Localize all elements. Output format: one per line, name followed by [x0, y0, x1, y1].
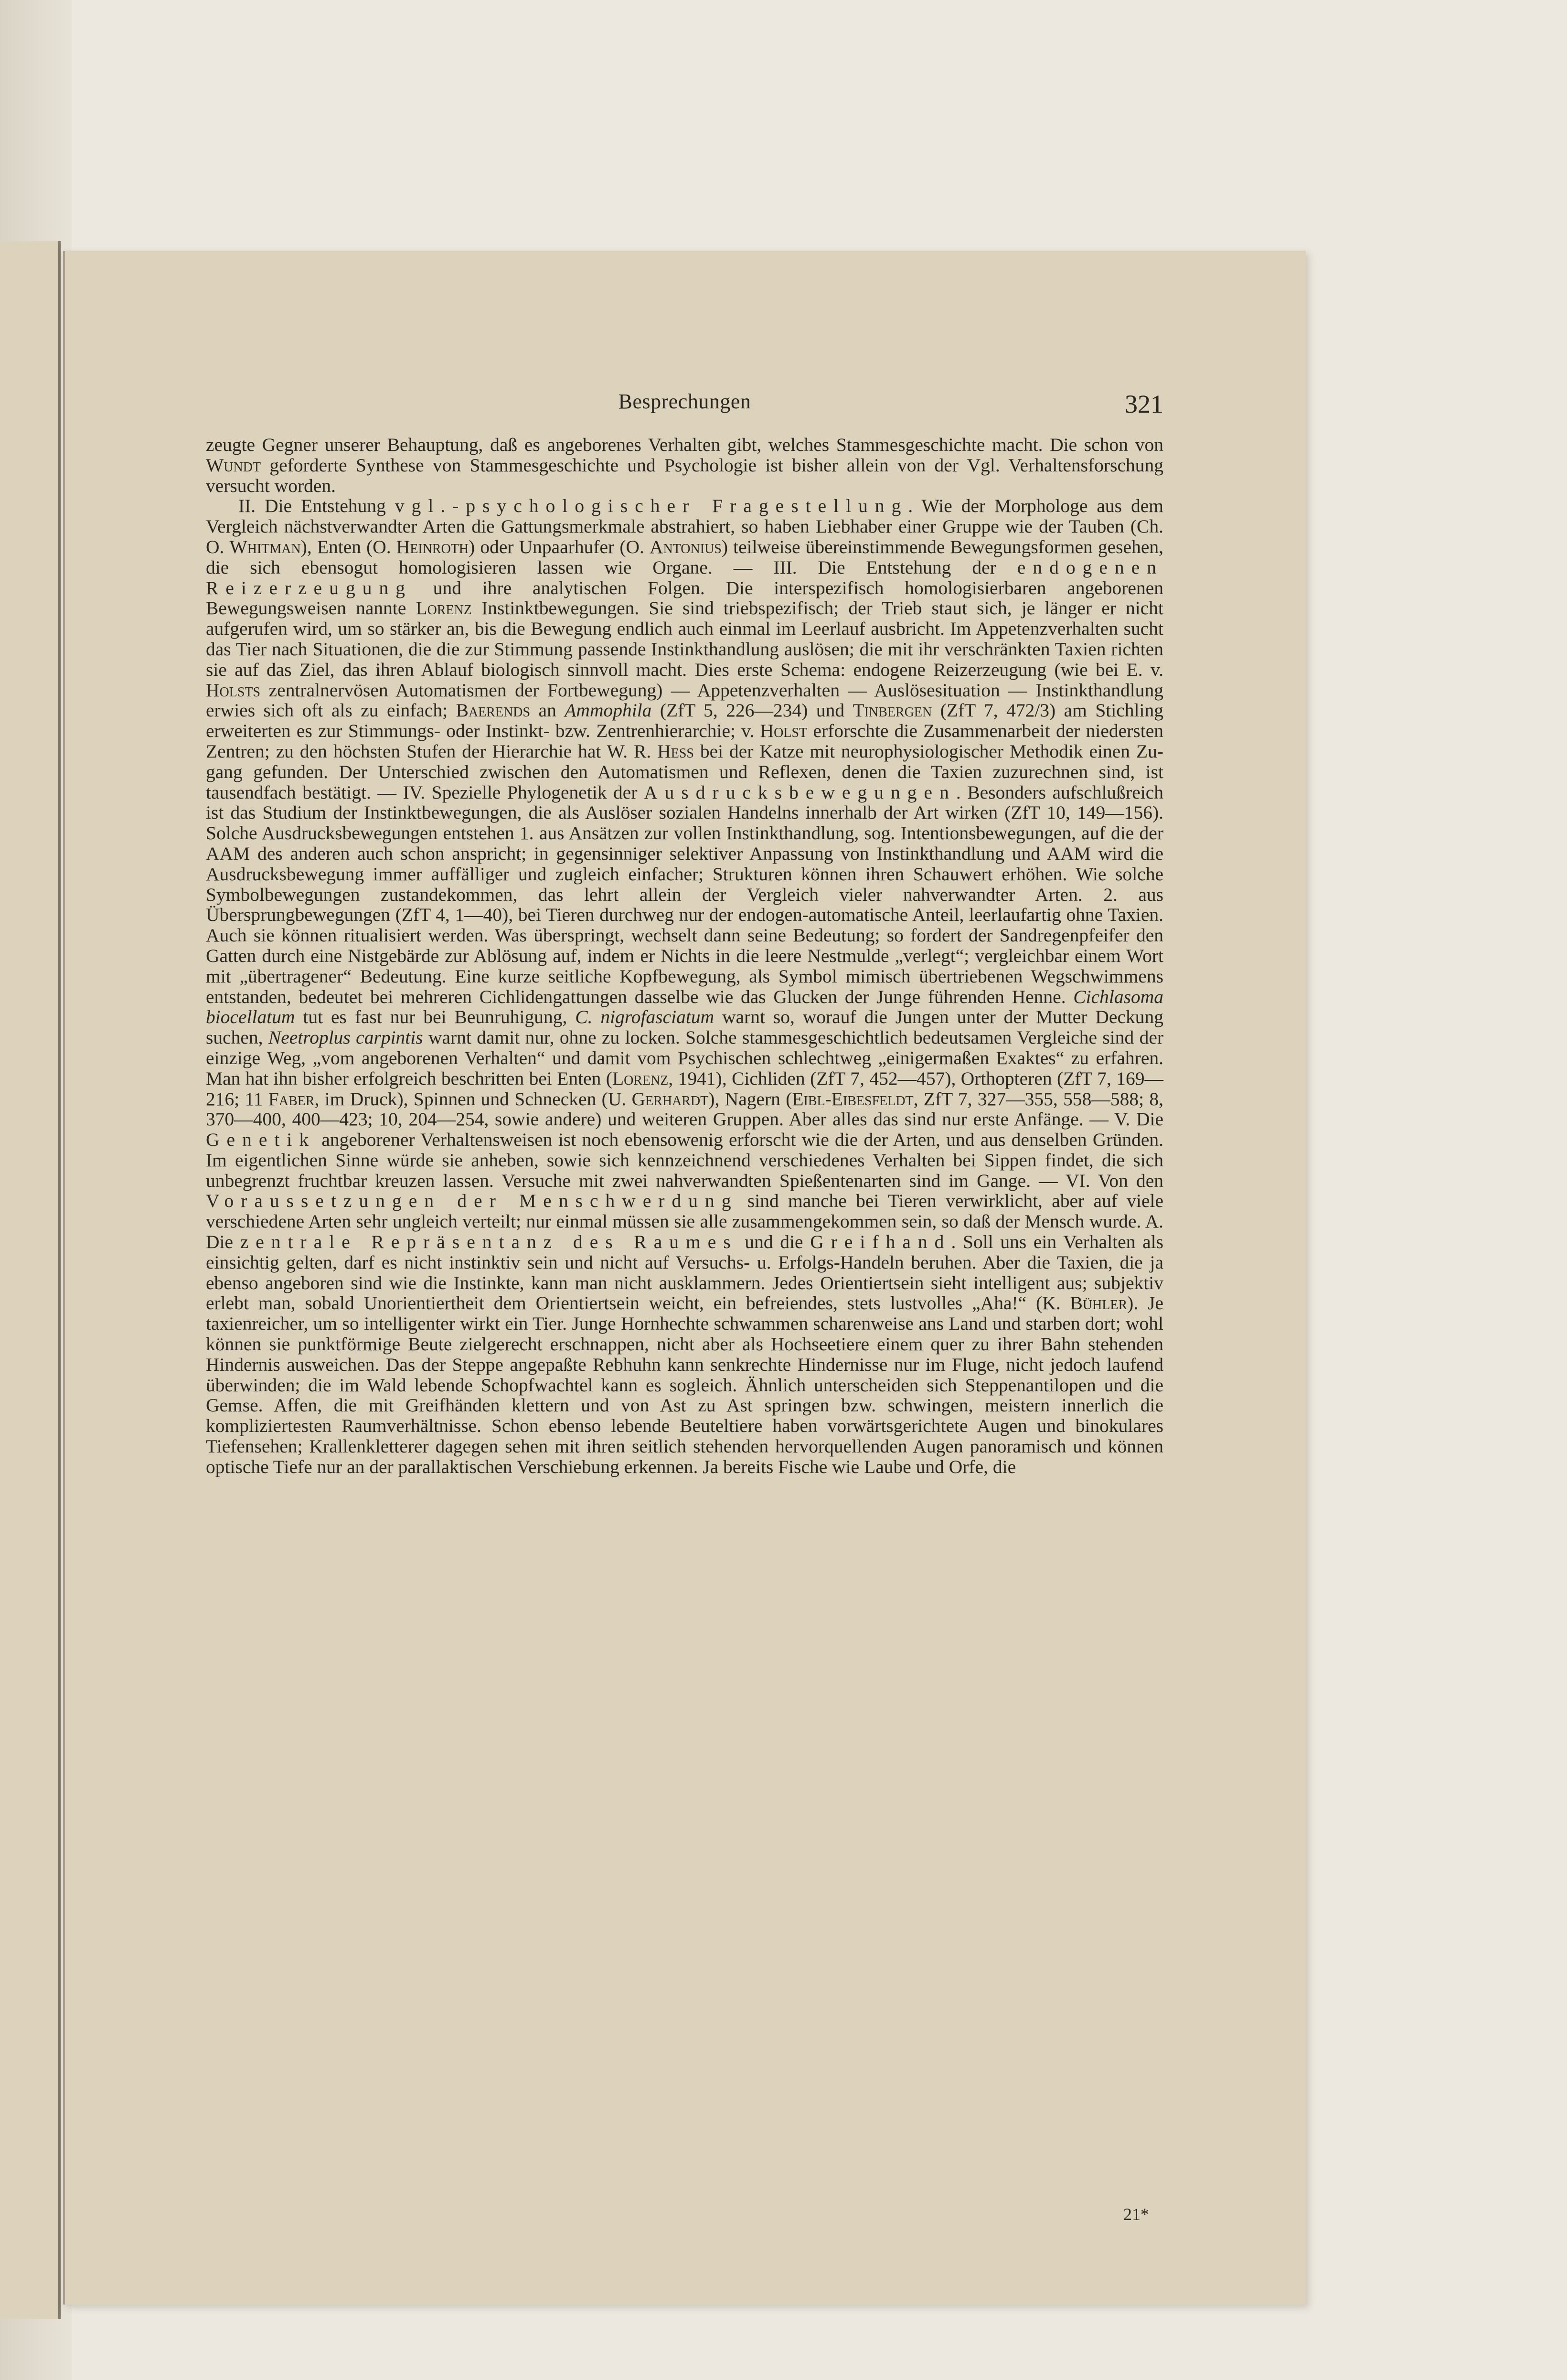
paragraph-2: [206, 496, 1163, 1477]
text-run: ), Nagern (: [708, 1088, 792, 1110]
author-name: Lorenz: [416, 598, 472, 619]
spaced-term: Greifhand: [810, 1231, 951, 1253]
text-run: ). Je taxienreicher, um so intelligenter wirkt ein Tier. Junge Hornhechte schwammen scharenweise ans Land und starben dort; wohl können sie punktförmige Beute zielgerecht erschnappen, nicht aber als Hochseetiere einem quer zu ihrer Bahn stehenden Hindernis ausweichen. Das der Steppe angepaßte Rebhuhn kann senkrechte Hindernisse nur im Fluge, nicht jedoch laufend überwinden; die im Wald lebende Schopfwachtel kann es sogleich. Ähnlich unterscheiden sich Steppenantilopen und die Gemse. Affen, die mit Greifhänden klettern und von Ast zu Ast springen bzw. schwingen, meistern innerlich die kompliziertesten Raumverhältnisse. Schon ebenso lebende Beuteltiere haben vorwärtsgerichtete Augen und binokulares Tiefensehen; Krallenkletterer dagegen sehen mit ihren seitlich stehenden hervorquellenden Augen panoramisch und können optische Tiefe nur an der parallaktischen Verschiebung erkennen. Ja bereits Fische wie Laube und Orfe, die: [206, 1292, 1163, 1477]
facing-page-edge: [0, 241, 61, 2319]
text-run: ), Enten (O.: [300, 536, 396, 557]
author-name: Heinroth: [396, 536, 469, 557]
signature-mark: 21*: [1123, 2205, 1149, 2224]
text-run: zeugte Gegner unserer Behauptung, daß es angeborenes Verhalten gibt, welches Stammesgeschichte macht. Die schon von: [206, 434, 1163, 455]
text-run: . Wie der Morphologe aus dem Vergleich nächstverwandter Arten die Gattungsmerkmale abstrahiert, so haben Liebhaber einer Gruppe wie der Tauben (Ch. O.: [206, 495, 1163, 557]
text-run: , 1941), Cichliden (ZfT 7, 452—457), Orthopteren (ZfT 7, 169—216; 11: [206, 1067, 1164, 1110]
text-run: Instinktbewegungen. Sie sind triebspezifisch; der Trieb staut sich, je länger er nicht aufgerufen wird, um so stärker an, bis die Bewegung endlich auch einmal im Leerlauf ausbricht. Im Appetenzverhalten sucht das Tier nach Situationen, die die zur Stimmung passende Instinkthandlung auslösen; die mit ihr verschränkten Taxien richten sie auf das Ziel, das ihren Ablauf biologisch sinnvoll macht. Dies erste Schema: endogene Reizerzeugung (wie bei E. v.: [206, 598, 1163, 680]
text-run: (ZfT 5, 226—234) und: [651, 700, 853, 721]
author-name: Gerhardt: [631, 1088, 709, 1110]
species-name: Neetroplus carpintis: [268, 1027, 423, 1048]
text-run: (ZfT 7, 472/3) am Stichling erweiterten es zur Stimmungs- oder Instinkt- bzw. Zentrenhierarchie; v.: [206, 700, 1163, 742]
author-name: Bühler: [1070, 1292, 1128, 1314]
text-run: geforderte Synthese von Stammesgeschichte und Psychologie ist bisher allein von der Vgl. Verhaltensforschung versucht worden.: [206, 454, 1163, 496]
author-name: Antonius: [649, 536, 722, 557]
author-name: Eibl-Eibesfeldt: [792, 1088, 914, 1110]
running-header: [206, 389, 1163, 435]
text-run: erforschte die Zusammenarbeit der niedersten Zentren; zu den höchsten Stufen der Hierarchie hat W. R.: [206, 720, 1163, 762]
text-run: warnt damit nur, ohne zu locken. Solche stammesgeschichtlich bedeutsamen Vergleiche sind der einzige Weg, „vom angeborenen Verhalten“ und damit vom Psychischen schlechtweg „einigermaßen Exaktes“ zu erfahren. Man hat ihn bisher erfolgreich beschritten bei Enten (: [206, 1027, 1164, 1089]
text-run: bei der Katze mit neurophysiologischer Methodik einen Zugang gefunden. Der Unterschied zwischen den Automatismen und Reflexen, denen die Taxien zuzurechnen sind, ist tausendfach bestätigt. — IV. Spezielle Phylogenetik der: [206, 740, 1163, 803]
text-run: . Besonders aufschlußreich ist das Studium der Instinktbewegungen, die als Auslöser sozialen Handelns innerhalb der Art wirken (ZfT 10, 149—156). Solche Ausdrucksbewegungen entstehen 1. aus Ansätzen zur vollen Instinkthandlung, sog. Intentionsbewegungen, auf die der AAM des anderen auch schon anspricht; in gegensinniger selektiver Anpassung von Instinkthandlung und AAM wird die Ausdrucksbewegung immer auffälliger und zugleich einfacher; Strukturen können ihren Schauwert erhöhen. Wie solche Symbolbewegungen zustandekommen, das lehrt allein der Vergleich vieler nahverwandter Arten. 2. aus Übersprungbewegungen (ZfT 4, 1—40), bei Tieren durchweg nur der endogen-automatische Anteil, leerlaufartig ohne Taxien. Auch sie können ritualisiert werden. Was überspringt, wechselt dann seine Bedeutung; so fordert der Sandregenpfeifer den Gatten durch eine Nistgebärde zur Ablösung auf, indem er Nichts in die leere Nestmulde „verlegt“; vergleichbar einem Wort mit „übertragener“ Bedeutung. Eine kurze seitliche Kopfbewegung, als Symbol mimisch übertriebenen Wegschwimmens entstanden, bedeutet bei mehreren Cichlidengattungen dasselbe wie das Glucken der Junge führenden Henne.: [206, 781, 1163, 1007]
body-text: [206, 435, 1163, 1477]
page-number: 321: [1125, 390, 1163, 418]
author-name: Holst: [760, 720, 808, 742]
author-name: Hess: [657, 740, 694, 762]
text-column: [206, 389, 1164, 2224]
text-run: ) oder Unpaarhufer (O.: [469, 536, 650, 557]
author-name: Holsts: [206, 679, 261, 701]
spaced-term: zentrale Repräsentanz des Raumes: [240, 1231, 738, 1253]
text-run: . Soll uns ein Verhalten als einsichtig gelten, darf es nicht instinktiv sein und nicht auf Versuchs- u. Erfolgs-Handeln beruhen. Aber die Taxien, die ja ebenso angeboren sind wie die Instinkte, kann man nicht ausklammern. Jedes Orientiertsein sieht intelligent aus; subjektiv erlebt man, sobald Unorientiertheit dem Orientiertsein weicht, ein befreiendes, stets lustvolles „Aha!“ (K.: [206, 1231, 1163, 1314]
author-name: Faber: [268, 1088, 315, 1110]
text-run: an: [530, 700, 565, 721]
author-name: Whitman: [229, 536, 301, 557]
species-name: C. nigrofasciatum: [575, 1006, 714, 1028]
spaced-term: Genetik: [206, 1129, 316, 1151]
text-run: zentralnervösen Automatismen der Fortbewegung) — Appetenzverhalten — Auslösesituation — Instinkthandlung erwies sich oft als zu einfach;: [206, 679, 1163, 721]
text-run: tut es fast nur bei Beunruhigung,: [295, 1006, 576, 1028]
author-name: Baerends: [456, 700, 531, 721]
text-run: angeborener Verhaltensweisen ist noch ebensowenig erforscht wie die der Arten, und aus denselben Gründen. Im eigentlichen Sinne würde sie anheben, sowie sich kennzeichnend verschiedenes Verhalten bei Sippen findet, die sich unbegrenzt fruchtbar kreuzen lassen. Versuche mit zwei nahverwandten Spießentenarten sind im Gange. — VI. Von den: [206, 1129, 1163, 1191]
text-run: und die: [737, 1231, 810, 1253]
text-run: ) teilweise übereinstimmende Bewegungsformen gesehen, die sich ebensogut homologisieren lassen wie Organe. — III. Die Entstehung der: [206, 536, 1163, 578]
text-run: , im Druck), Spinnen und Schnecken (U.: [314, 1088, 632, 1110]
spaced-term: vgl.-psychologischer Fragestellung: [394, 495, 908, 517]
text-run: II. Die Entstehung: [238, 495, 395, 517]
text-run: warnt so, worauf die Jungen unter der Mutter Deckung suchen,: [206, 1006, 1163, 1048]
species-name: Cichlasoma biocellatum: [206, 986, 1163, 1028]
text-run: , ZfT 7, 327—355, 558—588; 8, 370—400, 400—423; 10, 204—254, sowie andere) und weiteren Gruppen. Aber alles das sind nur erste Anfänge. — V. Die: [206, 1088, 1164, 1130]
book-page: [63, 251, 1306, 2305]
author-name: Wundt: [206, 454, 261, 476]
species-name: Ammophila: [565, 700, 652, 721]
spaced-term: Voraussetzungen der Menschwerdung: [206, 1190, 738, 1212]
spaced-term: Ausdrucksbewegungen: [644, 781, 956, 803]
spaced-term: endogenen Reizerzeugung: [206, 556, 1163, 598]
text-run: und ihre analytischen Folgen. Die interspezifisch homologisierbaren angeborenen Bewegungsweisen nannte: [206, 577, 1163, 619]
paragraph-1: [206, 435, 1163, 496]
header-title: Besprechungen: [618, 390, 751, 413]
author-name: Tinbergen: [853, 700, 932, 721]
text-run: sind manche bei Tieren verwirklicht, aber auf viele verschiedene Arten sehr ungleich verteilt; nur einmal müssen sie alle zusammengekommen sein, so daß der Mensch wurde. A. Die: [206, 1190, 1163, 1253]
author-name: Lorenz: [612, 1067, 669, 1089]
